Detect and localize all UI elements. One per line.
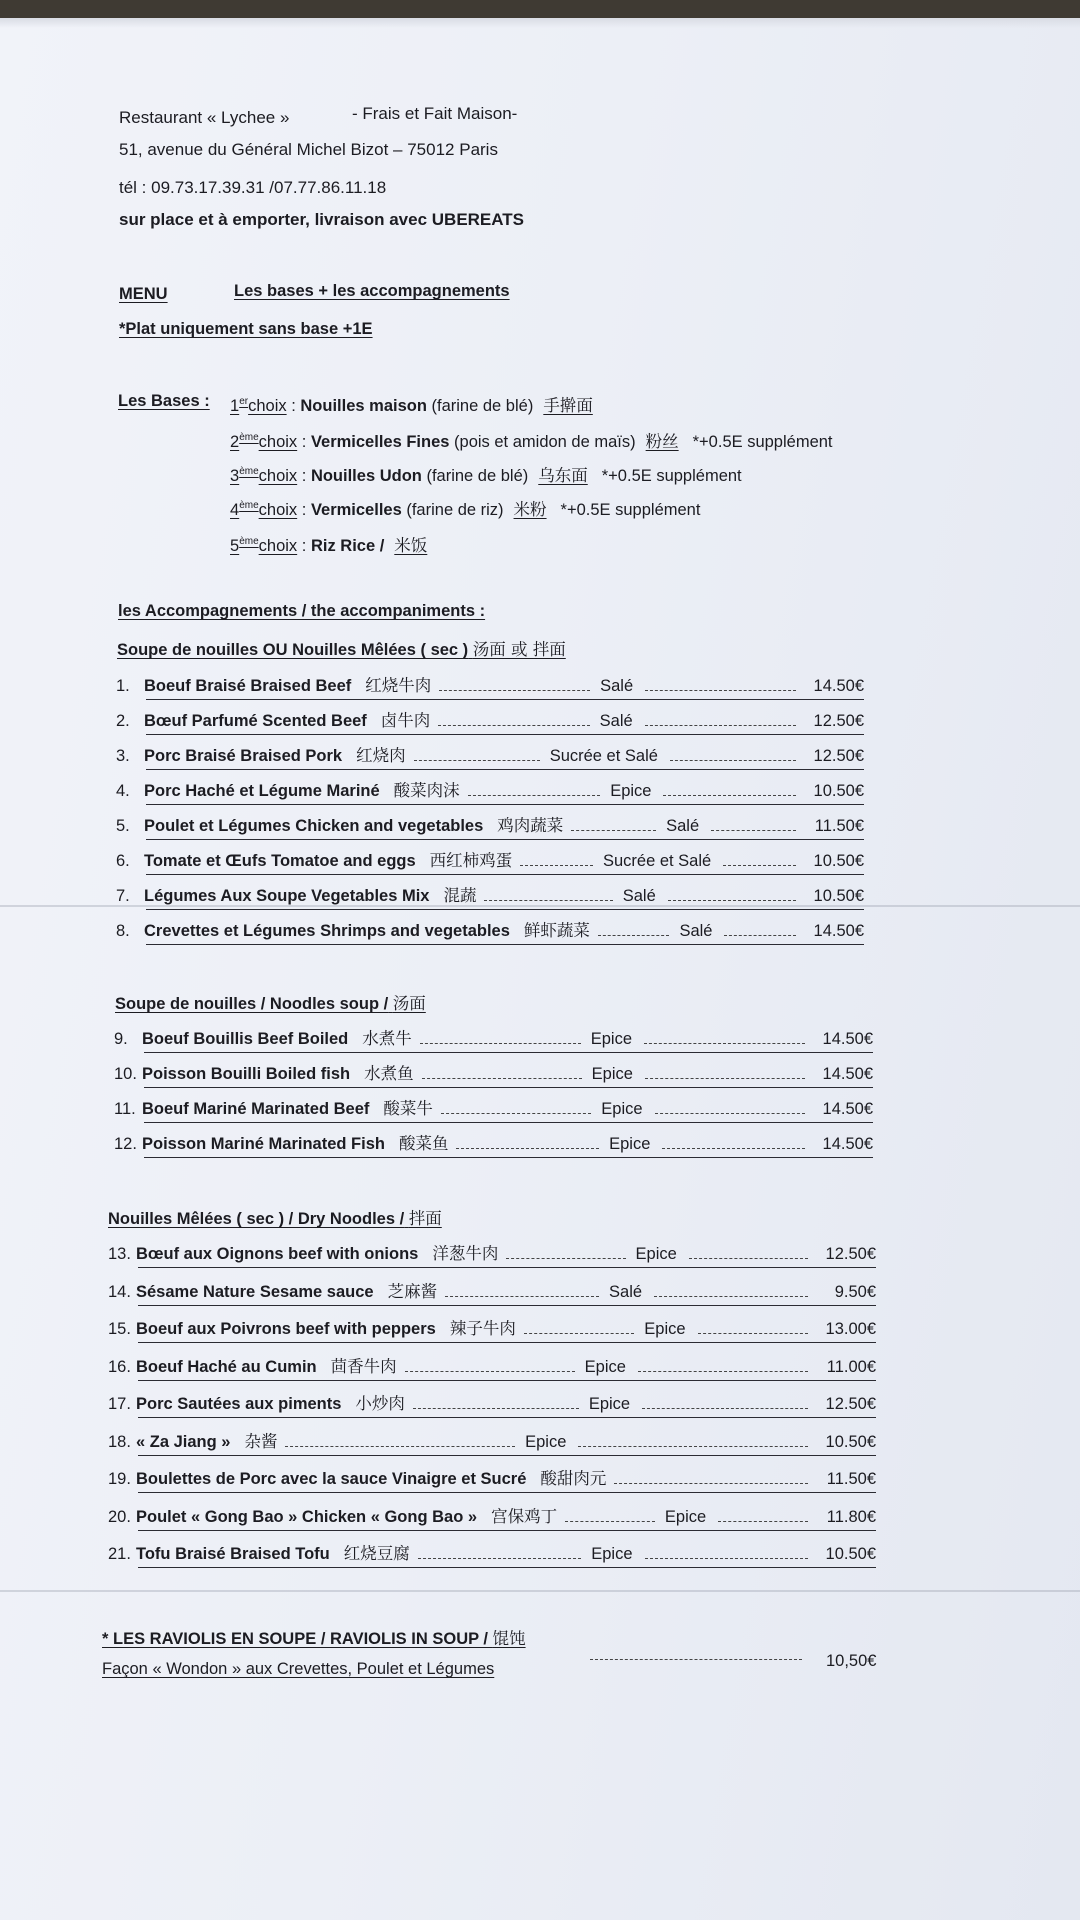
item-number: 5. — [116, 817, 130, 835]
menu-item-row — [108, 1465, 876, 1491]
item-cn: 辣子牛肉 — [449, 1319, 516, 1338]
item-flavor: Epice — [584, 1357, 626, 1376]
underline — [146, 804, 864, 805]
item-price: 12.50€ — [813, 747, 864, 765]
leader-dashes — [654, 1296, 808, 1297]
raviolis-leader — [590, 1659, 802, 1660]
leader-dashes — [614, 1483, 808, 1484]
leader-dashes — [418, 1558, 581, 1559]
leader-dashes — [468, 795, 601, 796]
item-name: Poisson Bouilli Boiled fish — [142, 1065, 351, 1083]
menu-item-row — [114, 1130, 873, 1156]
item-cn: 茴香牛肉 — [330, 1356, 397, 1376]
item-flavor: Salé — [600, 677, 634, 695]
underline — [146, 734, 864, 735]
base-sep: : — [286, 397, 301, 415]
base-choix: choix — [258, 501, 298, 519]
menu-item-row — [108, 1278, 876, 1304]
item-name: Tomate et Œufs Tomatoe and eggs — [144, 852, 416, 870]
raviolis-title — [102, 1625, 526, 1649]
underline — [144, 1122, 873, 1123]
menu-item-row — [116, 672, 864, 698]
menu-item-row — [116, 777, 864, 803]
base-desc: (farine de riz) — [401, 501, 504, 519]
leader-dashes — [420, 1043, 581, 1044]
item-number: 17. — [108, 1395, 131, 1413]
item-price: 11.50€ — [826, 1470, 876, 1488]
item-number: 7. — [116, 887, 130, 905]
accomp-subtitle-text: Soupe de nouilles OU Nouilles Mêlées ( sec ) — [117, 641, 469, 659]
menu-item-row — [114, 1025, 873, 1051]
base-desc: (pois et amidon de maïs) — [449, 433, 636, 451]
item-price: 10.50€ — [825, 1432, 876, 1451]
item-number: 12. — [114, 1135, 137, 1153]
base-sup: ème — [239, 466, 259, 477]
leader-dashes — [438, 725, 589, 726]
accomp-subtitle-cn: 汤面 或 拌面 — [472, 640, 566, 659]
leader-dashes — [285, 1446, 515, 1447]
base-choice — [230, 392, 593, 416]
soup-title-cn: 汤面 — [392, 994, 426, 1013]
menu-item-row — [116, 882, 864, 908]
underline — [138, 1530, 876, 1531]
item-number: 16. — [108, 1357, 131, 1376]
menu-item-row — [114, 1095, 873, 1121]
leader-dashes — [520, 865, 593, 866]
base-sep: : — [297, 537, 311, 555]
item-cn: 杂酱 — [244, 1431, 278, 1451]
item-name: Boeuf Braisé Braised Beef — [144, 677, 352, 695]
base-desc: (farine de blé) — [421, 467, 529, 485]
leader-dashes — [578, 1446, 808, 1447]
item-name: « Za Jiang » — [136, 1432, 231, 1451]
underline — [138, 1492, 876, 1493]
item-flavor: Epice — [610, 782, 652, 800]
item-cn: 芝麻酱 — [387, 1281, 438, 1301]
underline — [138, 1267, 876, 1268]
menu-item-row — [116, 847, 864, 873]
item-number: 9. — [114, 1030, 128, 1048]
base-sup: ème — [239, 536, 259, 547]
item-flavor: Sucrée et Salé — [602, 852, 712, 870]
item-number: 6. — [116, 852, 130, 870]
base-cn: 米粉 — [513, 500, 547, 519]
leader-dashes — [670, 760, 796, 761]
item-number: 2. — [116, 712, 130, 730]
leader-dashes — [724, 935, 796, 936]
underline — [144, 1157, 873, 1158]
item-flavor: Salé — [679, 922, 713, 940]
item-cn: 洋葱牛肉 — [432, 1244, 499, 1263]
item-flavor: Epice — [591, 1545, 633, 1563]
leader-dashes — [698, 1333, 808, 1334]
item-number: 3. — [116, 747, 130, 765]
item-price: 10.50€ — [813, 782, 865, 800]
underline — [144, 1052, 873, 1053]
item-name: Boeuf Haché au Cumin — [136, 1357, 317, 1376]
item-number: 4. — [116, 782, 130, 800]
item-flavor: Salé — [599, 712, 633, 730]
item-flavor: Epice — [588, 1395, 631, 1413]
leader-dashes — [405, 1371, 575, 1372]
item-number: 21. — [108, 1545, 131, 1563]
base-sep: : — [297, 467, 311, 485]
leader-dashes — [441, 1113, 591, 1114]
item-name: Poisson Mariné Marinated Fish — [142, 1135, 385, 1153]
leader-dashes — [638, 1371, 808, 1372]
item-cn: 宫保鸡丁 — [491, 1506, 558, 1526]
base-choice — [230, 496, 700, 520]
item-flavor: Epice — [590, 1030, 633, 1048]
underline — [146, 699, 864, 700]
leader-dashes — [506, 1258, 625, 1259]
menu-label: MENU — [119, 285, 168, 303]
item-flavor: Salé — [609, 1282, 643, 1301]
item-flavor: Salé — [622, 887, 656, 905]
item-name: Crevettes et Légumes Shrimps and vegetables — [144, 922, 510, 940]
base-desc: (farine de blé) — [426, 397, 534, 415]
base-number: 2 — [230, 433, 240, 451]
underline — [144, 1087, 873, 1088]
raviolis-title-text: * LES RAVIOLIS EN SOUPE / RAVIOLIS IN SOUP / — [102, 1630, 488, 1648]
item-price: 12.50€ — [825, 1395, 877, 1413]
item-price: 14.50€ — [822, 1100, 873, 1118]
item-number: 19. — [108, 1470, 131, 1488]
item-price: 10.50€ — [813, 887, 865, 905]
item-price: 14.50€ — [822, 1030, 873, 1048]
slogan: - Frais et Fait Maison- — [352, 104, 518, 123]
item-flavor: Epice — [525, 1432, 567, 1451]
base-number: 1 — [230, 397, 240, 415]
underline — [146, 909, 864, 910]
item-name: Poulet « Gong Bao » Chicken « Gong Bao » — [136, 1507, 478, 1526]
base-sep: : — [297, 433, 311, 451]
item-price: 14.50€ — [822, 1065, 874, 1083]
underline — [146, 769, 864, 770]
leader-dashes — [565, 1521, 655, 1522]
base-number: 5 — [230, 537, 240, 555]
base-cn: 乌东面 — [538, 466, 588, 485]
underline — [138, 1567, 876, 1568]
item-number: 1. — [116, 677, 130, 695]
item-cn: 鸡肉蔬菜 — [497, 816, 564, 835]
menu-item-row — [116, 742, 864, 768]
phone: tél : 09.73.17.39.31 /07.77.86.11.18 — [119, 178, 387, 197]
item-name: Légumes Aux Soupe Vegetables Mix — [144, 887, 430, 905]
base-number: 3 — [230, 467, 240, 485]
raviolis-title-cn: 馄饨 — [492, 1629, 526, 1648]
base-choix: choix — [258, 537, 298, 555]
item-name: Bœuf Parfumé Scented Beef — [144, 712, 367, 730]
base-sep: : — [297, 501, 311, 519]
leader-dashes — [662, 1148, 805, 1149]
item-cn: 酸菜牛 — [383, 1099, 433, 1118]
leader-dashes — [644, 1043, 805, 1044]
base-cn: 米饭 — [394, 536, 428, 555]
item-name: Sésame Nature Sesame sauce — [136, 1282, 374, 1301]
underline — [138, 1417, 876, 1418]
base-cn: 手擀面 — [543, 396, 593, 415]
item-cn: 混蔬 — [443, 886, 477, 905]
item-flavor: Epice — [591, 1065, 633, 1083]
item-number: 13. — [108, 1245, 131, 1263]
item-price: 11.80€ — [826, 1507, 876, 1526]
underline — [146, 839, 864, 840]
leader-dashes — [645, 690, 796, 691]
item-cn: 小炒肉 — [355, 1394, 405, 1413]
item-price: 14.50€ — [813, 677, 864, 695]
item-cn: 红烧豆腐 — [343, 1544, 410, 1563]
item-cn: 红烧牛肉 — [365, 676, 432, 695]
menu-item-row — [116, 812, 864, 838]
base-name: Nouilles Udon — [310, 467, 422, 485]
base-extra: *+0.5E supplément — [560, 501, 701, 519]
leader-dashes — [439, 690, 590, 691]
item-number: 8. — [116, 922, 130, 940]
item-number: 14. — [108, 1282, 131, 1301]
item-price: 14.50€ — [822, 1135, 873, 1153]
menu-item-row — [108, 1540, 876, 1566]
raviolis-price: 10,50€ — [826, 1652, 877, 1670]
item-price: 12.50€ — [813, 712, 865, 730]
item-number: 18. — [108, 1432, 131, 1451]
item-price: 12.50€ — [825, 1245, 877, 1263]
leader-dashes — [645, 725, 796, 726]
underline — [146, 874, 864, 875]
item-cn: 西红柿鸡蛋 — [429, 851, 513, 870]
leader-dashes — [642, 1408, 808, 1409]
base-choix: choix — [258, 467, 298, 485]
menu-item-row — [116, 707, 864, 733]
base-sup: ème — [239, 500, 259, 511]
leader-dashes — [711, 830, 796, 831]
base-choice — [230, 428, 833, 452]
menu-item-row — [108, 1315, 876, 1341]
base-number: 4 — [230, 501, 240, 519]
menu-item-row — [114, 1060, 873, 1086]
leader-dashes — [718, 1521, 808, 1522]
menu-title: Les bases + les accompagnements — [234, 282, 510, 300]
underline — [138, 1380, 876, 1381]
soup-title-text: Soupe de nouilles / Noodles soup / — [115, 995, 389, 1013]
item-price: 11.00€ — [826, 1357, 877, 1376]
base-name: Vermicelles Fines — [310, 433, 450, 451]
menu-item-row — [108, 1353, 876, 1379]
underline — [138, 1455, 876, 1456]
item-name: Porc Braisé Braised Pork — [144, 747, 343, 765]
item-flavor: Epice — [664, 1507, 707, 1526]
base-name: Nouilles maison — [300, 397, 427, 415]
leader-dashes — [413, 1408, 579, 1409]
base-name: Vermicelles — [310, 501, 402, 519]
menu-item-row — [108, 1390, 876, 1416]
leader-dashes — [668, 900, 796, 901]
item-number: 15. — [108, 1320, 131, 1338]
dry-title-text: Nouilles Mêlées ( sec ) / Dry Noodles / — [108, 1210, 405, 1228]
leader-dashes — [655, 1113, 805, 1114]
menu-item-row — [108, 1503, 876, 1529]
item-cn: 鲜虾蔬菜 — [523, 921, 590, 940]
item-name: Boeuf Bouillis Beef Boiled — [142, 1030, 349, 1048]
dry-title-cn: 拌面 — [408, 1209, 442, 1228]
address: 51, avenue du Général Michel Bizot – 75012 Paris — [119, 140, 498, 159]
item-price: 10.50€ — [813, 852, 864, 870]
menu-note: *Plat uniquement sans base +1E — [119, 320, 373, 338]
base-choix: choix — [248, 397, 287, 415]
item-price: 11.50€ — [814, 817, 865, 835]
item-flavor: Epice — [609, 1135, 651, 1153]
leader-dashes — [445, 1296, 599, 1297]
underline — [138, 1305, 876, 1306]
item-cn: 酸菜鱼 — [398, 1134, 449, 1153]
accomp-subtitle — [117, 636, 566, 660]
leader-dashes — [663, 795, 796, 796]
item-name: Poulet et Légumes Chicken and vegetables — [144, 817, 484, 835]
item-cn: 酸甜肉元 — [540, 1469, 607, 1488]
item-flavor: Epice — [601, 1100, 643, 1118]
item-price: 9.50€ — [834, 1282, 877, 1301]
leader-dashes — [645, 1558, 808, 1559]
underline — [138, 1342, 876, 1343]
service-info: sur place et à emporter, livraison avec UBEREATS — [119, 210, 525, 229]
item-flavor: Epice — [644, 1320, 686, 1338]
leader-dashes — [456, 1148, 599, 1149]
underline — [146, 944, 864, 945]
leader-dashes — [723, 865, 796, 866]
leader-dashes — [645, 1078, 805, 1079]
item-price: 13.00€ — [825, 1320, 876, 1338]
item-number: 20. — [108, 1507, 131, 1526]
leader-dashes — [571, 830, 656, 831]
item-cn: 水煮牛 — [362, 1029, 412, 1048]
item-price: 14.50€ — [813, 922, 865, 940]
base-choice — [230, 532, 427, 556]
base-name: Riz Rice / — [310, 537, 385, 555]
paper-fold — [0, 1590, 1080, 1592]
item-name: Bœuf aux Oignons beef with onions — [136, 1245, 419, 1263]
leader-dashes — [422, 1078, 582, 1079]
raviolis-item: Façon « Wondon » aux Crevettes, Poulet et Légumes — [102, 1660, 495, 1678]
item-name: Boulettes de Porc avec la sauce Vinaigre et Sucré — [136, 1470, 527, 1488]
leader-dashes — [598, 935, 670, 936]
item-price: 10.50€ — [825, 1545, 876, 1563]
item-flavor: Epice — [635, 1245, 677, 1263]
menu-item-row — [108, 1240, 876, 1266]
base-sup: er — [239, 396, 249, 407]
item-cn: 卤牛肉 — [380, 711, 431, 730]
item-name: Boeuf Mariné Marinated Beef — [142, 1100, 370, 1118]
item-name: Porc Sautées aux piments — [136, 1395, 342, 1413]
menu-item-row — [116, 917, 864, 943]
item-name: Porc Haché et Légume Mariné — [144, 782, 380, 800]
item-cn: 酸菜肉沫 — [393, 781, 460, 800]
item-number: 11. — [114, 1100, 136, 1118]
leader-dashes — [524, 1333, 634, 1334]
item-cn: 红烧肉 — [356, 746, 406, 765]
base-extra: *+0.5E supplément — [601, 467, 742, 485]
item-name: Tofu Braisé Braised Tofu — [136, 1545, 330, 1563]
base-choix: choix — [258, 433, 298, 451]
item-flavor: Salé — [666, 817, 700, 835]
item-name: Boeuf aux Poivrons beef with peppers — [136, 1320, 436, 1338]
restaurant-name: Restaurant « Lychee » — [119, 108, 290, 127]
leader-dashes — [689, 1258, 808, 1259]
menu-item-row — [108, 1428, 876, 1454]
leader-dashes — [484, 900, 612, 901]
accomp-title: les Accompagnements / the accompaniments : — [118, 602, 486, 620]
base-cn: 粉丝 — [645, 432, 679, 451]
soup-title — [115, 990, 426, 1014]
leader-dashes — [414, 760, 540, 761]
base-choice — [230, 462, 742, 486]
paper-edge — [0, 18, 1080, 28]
item-flavor: Sucrée et Salé — [549, 747, 658, 765]
item-number: 10. — [114, 1065, 137, 1083]
item-cn: 水煮鱼 — [364, 1064, 414, 1083]
dry-title — [108, 1205, 442, 1229]
base-sup: ème — [239, 432, 259, 443]
bases-label: Les Bases : — [118, 392, 210, 410]
base-extra: *+0.5E supplément — [692, 433, 833, 451]
